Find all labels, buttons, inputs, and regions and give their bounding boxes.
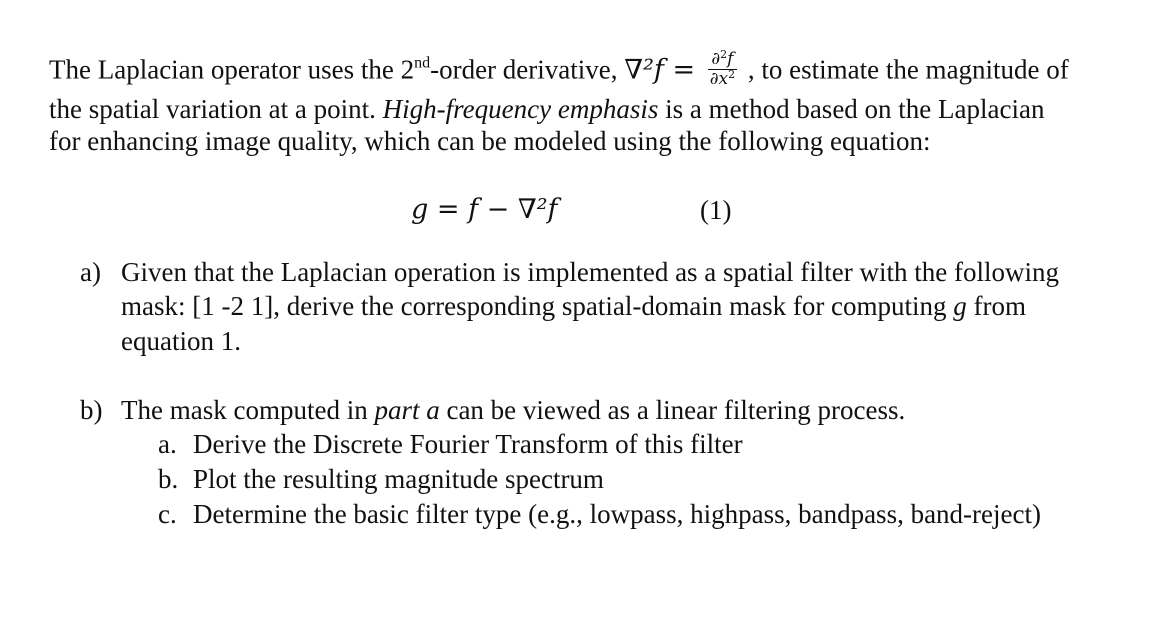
part-b-text: The mask computed in: [121, 395, 375, 425]
part-a-text: from: [966, 291, 1027, 321]
subitem-text-a: Derive the Discrete Fourier Transform of this filter: [193, 429, 743, 459]
intro-line-2: [49, 93, 1044, 125]
part-a-line-2: [121, 290, 1026, 322]
fraction-denominator: $\partial x^2$: [709, 68, 736, 89]
part-a-label: a): [80, 257, 101, 287]
part-a-text: mask: [1 -2 1], derive the corresponding spatial-domain mask for computing: [121, 291, 954, 321]
subitem-label-c: c.: [158, 499, 177, 529]
emphasis-term: part a: [374, 395, 440, 425]
intro-line-1: [49, 48, 1069, 92]
second-derivative-fraction: [708, 50, 737, 89]
emphasis-term: High-frequency emphasis: [382, 94, 659, 124]
fraction-numerator: ∂$^2$f: [708, 50, 737, 70]
laplacian-symbol: ∇²f =: [624, 54, 704, 86]
subitem-text-c: Determine the basic filter type (e.g., lowpass, highpass, bandpass, band-reject): [193, 499, 1041, 529]
equation-number: (1): [700, 195, 732, 225]
ordinal-superscript: nd: [414, 54, 431, 72]
part-b-label: b): [80, 395, 103, 425]
part-a-line-3: [121, 325, 241, 357]
subitem-text-b: Plot the resulting magnitude spectrum: [193, 464, 604, 494]
intro-text: for enhancing image quality, which can be modeled using the following equation:: [49, 126, 931, 156]
part-b-line-1: [121, 394, 905, 426]
part-a-text: equation 1.: [121, 326, 241, 356]
intro-text: the spatial variation at a point.: [49, 94, 383, 124]
part-a-line-1: [121, 256, 1059, 288]
intro-text: is a method based on the Laplacian: [658, 94, 1045, 124]
intro-text: The Laplacian operator uses the 2: [49, 54, 415, 85]
equation-expression: g = f − ∇²f: [411, 194, 558, 225]
part-a-text: Given that the Laplacian operation is implemented as a spatial filter with the following: [121, 257, 1059, 287]
intro-text: -order derivative,: [430, 54, 625, 85]
intro-line-3: [49, 125, 931, 157]
subitem-label-b: b.: [158, 464, 179, 494]
part-b-text: can be viewed as a linear filtering process.: [439, 395, 906, 425]
variable-g: g: [953, 291, 967, 321]
intro-text: , to estimate the magnitude of: [741, 54, 1069, 85]
subitem-label-a: a.: [158, 429, 177, 459]
